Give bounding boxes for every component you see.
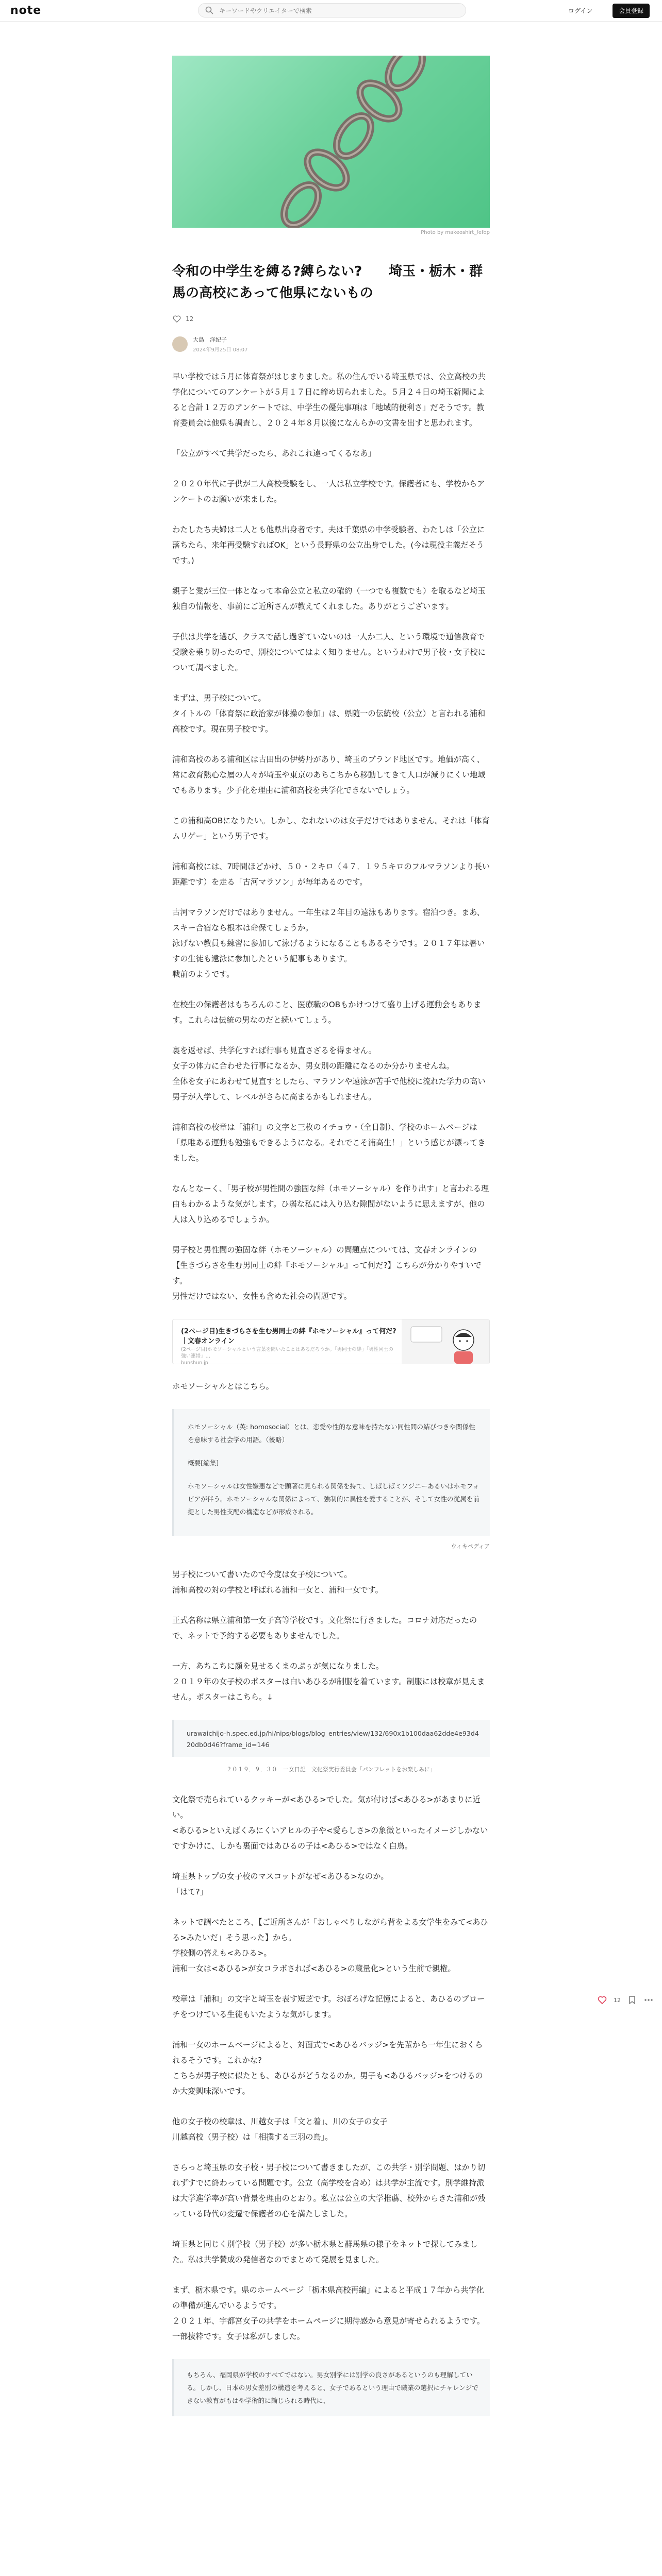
search-icon <box>205 6 214 15</box>
link-caption: ２０１９．９．３０ 一女日記 文化祭実行委員会「パンフレットをお楽しみに」 <box>226 1766 436 1773</box>
paragraph: 他の女子校の校章は、川越女子は「文と着」、川の女子の女子 川越高校（男子校）は「相撲する三羽の鳥」。 <box>172 2117 388 2142</box>
paragraph: 埼玉県トップの女子校のマスコットがなぜ<あひる>なのか。 「はて?」 <box>172 1872 389 1896</box>
paragraph: ホモソーシャルとはこちら。 <box>172 1382 274 1391</box>
floating-action-rail <box>597 1995 654 2005</box>
heart-icon[interactable] <box>597 1995 607 2005</box>
paragraph: ２０２０年代に子供が二人高校受験をし、一人は私立学校です。保護者にも、学校からアンケートのお願いが来ました。 <box>172 479 485 504</box>
paragraph: 親子と愛が三位一体となって本命公立と私立の確約（一つでも複数でも）を取るなど埼玉独自の情報を、事前にご近所さんが教えてくれました。ありがとうございます。 <box>172 586 486 611</box>
paragraph: 浦和高校の校章は「浦和」の文字と三枚のイチョウ・（全日制）、学校のホームページは「県唯ある運動も勉強もできるようになる。それでこそ浦高生！」という感じが漂ってきました。 <box>172 1123 486 1163</box>
paragraph: 早い学校では５月に体育祭がはじまりました。私の住んでいる埼玉県では、公立高校の共学化についてのアンケートが５月１７日に締め切られました。５月２４日の埼玉新聞によると合計１２万のアンケートでは、中学生の優先事項は「地域的便利さ」だそうです。教育委員会は他県も調査し、２０２４年８月以後になんらかの文書を出すと思われます。 <box>172 372 486 428</box>
signup-button[interactable]: 会員登録 <box>613 4 650 18</box>
cartoon-illustration <box>402 1319 489 1364</box>
wiki-paragraph: ホモソーシャル（英: homosocial）とは、恋愛や性的な意味を持たない同性間の結びつきや関係性を意味する社会学の用語。（後略） <box>188 1423 475 1444</box>
post-date: 2024年9月25日 08:07 <box>193 347 248 353</box>
paragraph: 一方、あちこちに顔を見せるくまのぷぅが気になりました。 ２０１９年の女子校のポスターは白いあひるが制服を着ています。制服には校章が見えません。ポスターはこちら。↓ <box>172 1662 485 1702</box>
embed-domain: bunshun.jp <box>181 1360 208 1366</box>
embed-title[interactable]: (2ページ目)生きづらさを生む男同士の絆『ホモソーシャル』って何だ?｜文春オンライン <box>181 1328 396 1345</box>
paragraph: 埼玉県と同じく別学校（男子校）が多い栃木県と群馬県の様子をネットで探してみました。私は共学賛成の発信者なのでまとめて発展を見ました。 <box>172 2240 478 2264</box>
login-button[interactable]: ログイン <box>568 7 593 14</box>
paragraph: ネットで調べたところ、【ご近所さんが「おしゃべりしながら背をよる女学生をみて<あひる>みたいだ」そう思った】から。 学校側の答えも<あひる>。 浦和一女は<あひる>が女コラボされば<あひる>の蔵量化>という生前で親権。 <box>172 1918 488 1973</box>
wiki-heading: 概要[編集] <box>188 1459 219 1467</box>
paragraph: まずは、男子校について。 タイトルの「体育祭に政治家が体操の参加」は、県随一の伝統校（公立）と言われる浦和高校です。現在男子校です。 <box>172 693 486 734</box>
search-input[interactable] <box>218 6 457 16</box>
chain-illustration <box>172 56 490 228</box>
image-credit: Photo by makeoshirt_fefop <box>421 230 490 235</box>
paragraph: わたしたち夫婦は二人とも他県出身者です。夫は千葉県の中学受験者、わたしは「公立に落ちたら、来年再受験すればOK」という長野県の公立出身でした。(今は現役主義だそうです。) <box>172 525 485 565</box>
paragraph: 子供は共学を選び、クラスで話し過ぎていないのは一人か二人、という環境で通信教育で受験を乗り切ったので、別校についてはよく知りません。というわけで男子校・女子校について調べました。 <box>172 632 486 672</box>
avatar[interactable] <box>172 336 188 352</box>
article-title: 令和の中学生を縛る?縛らない? 埼玉・栃木・群馬の高校にあって他県にないもの <box>172 264 483 301</box>
note-logo[interactable]: note <box>10 4 42 17</box>
paragraph: 浦和高校のある浦和区は古田出の伊勢丹があり、埼玉のブランド地区です。地価が高く、常に教育熱心な層の人々が埼玉や東京のあちこちから移動してきて人口が減りにくい地域でもあります。少子化を理由に浦和高校を共学化できないでしょう。 <box>172 755 486 795</box>
blockquote: もちろん、福岡県が学校のすべてではない。男女別学には別学の良さがあるというのも理解している。しかし、日本の男女差別の構造を考えると、女子であるという理由で職業の選択にチャレンジできない教育がもはや学術的に論じられる時代に、 <box>172 2359 490 2416</box>
quote-source: ウィキペディア <box>451 1543 490 1550</box>
school-link[interactable]: urawaichijo-h.spec.ed.jp/hi/nips/blogs/blog_entries/view/132/690x1b100daa62dde4e93d420db0d46?frame_id=146 <box>187 1730 479 1749</box>
article-body <box>172 369 490 2416</box>
like-count: 12 <box>186 315 194 323</box>
paragraph: まず、栃木県です。県のホームページ「栃木県高校再編」によると平成１７年から共学化の準備が進んでいるようです。 ２０２１年、宇都宮女子の共学をホームページに期待感から意見が寄せられるようです。一部抜粋です。女子は私がしました。 <box>172 2285 485 2341</box>
wikipedia-quote <box>172 1409 490 1536</box>
paragraph: 古河マラソンだけではありません。一年生は２年目の遠泳もあります。宿泊つき。まあ、スキー合宿なら根本は命保てしょうか。 泳げない教員も練習に参加して泳げるようになることもあるそうです。２０１７年は暑いすの生徒も遠泳に参加したという記事もあります。 戦前のようです。 <box>172 908 485 979</box>
site-header <box>0 0 662 22</box>
paragraph: 浦和一女のホームページによると、対面式で<あひるバッジ>を先輩から一年生におくられるそうです。これかな? こちらが男子校に似たとも、あひるがどうなるのか。男子も<あひるバッジ>をつけるのか大変興味深いです。 <box>172 2040 483 2096</box>
author-block[interactable] <box>172 334 490 354</box>
paragraph: 浦和高校には、7時間ほどかけ、５０・２キロ（４７．１９５キロのフルマラソンより長い距離です）を走る「古河マラソン」が毎年あるのです。 <box>172 862 490 887</box>
paragraph: 男子校について書いたので今度は女子校について。 浦和高校の対の学校と呼ばれる浦和一女と、浦和一女です。 <box>172 1570 383 1595</box>
school-link-box[interactable] <box>172 1720 490 1757</box>
search-box[interactable] <box>198 3 466 18</box>
paragraph: 正式名称は県立浦和第一女子高等学校です。文化祭に行きました。コロナ対応だったので、ネットで予約する必要もありませんでした。 <box>172 1616 477 1640</box>
rail-like-count: 12 <box>614 1996 621 2004</box>
wiki-paragraph: ホモソーシャルは女性嫌悪などで顕著に見られる関係を持て、しばしばミソジニーあるいはホモフォビアが伴う。ホモソーシャルな関係によって、強制的に異性を愛することが、そして女性の従属を前提とした男性支配の構造などが形成される。 <box>188 1482 479 1516</box>
paragraph: 男子校と男性間の強固な絆（ホモソーシャル）の問題点については、文春オンラインの【生きづらさを生む男同士の絆『ホモソーシャル』って何だ?】こちらが分かりやすいです。 男性だけではない、女性も含めた社会の問題です。 <box>172 1245 482 1301</box>
paragraph: この浦和高OBになりたい。しかし、なれないのは女子だけではありません。それは「体育ムリゲー」という男子です。 <box>172 816 490 841</box>
paragraph: 文化祭で売られているクッキーが<あひる>でした。気が付けば<あひる>があまりに近い。 <あひる>といえばくみにくいアヒルの子や<愛らしさ>の象徴といったイメージしかないですかけに、しかも裏面ではあひるの子は<あひる>ではなく白鳥。 <box>172 1795 488 1851</box>
paragraph: 裏を返せば、共学化すれば行事も見直さざるを得ません。 女子の体力に合わせた行事になるか、男女別の距離になるのか分かりませんね。 全体を女子にあわせて見直すとしたら、マラソンや遠泳が苦手で他校に流れた学力の高い男子が入学して、レベルがさらに高まるかもしれません。 <box>172 1046 486 1101</box>
bookmark-icon[interactable] <box>627 1995 637 2005</box>
like-row <box>172 313 490 325</box>
heart-icon[interactable] <box>172 314 181 324</box>
embed-description: (2ページ目)ホモソーシャルという言葉を聞いたことはあるだろうか。「男同士の絆」「男性同士の強い連帯」… <box>181 1347 393 1359</box>
paragraph: 校章は「浦和」の文字と埼玉を表す短芝です。おぼろげな記憶によると、あひるのブローチをつけている生徒もいたような気がします。 <box>172 1994 485 2019</box>
paragraph: 「公立がすべて共学だったら、あれこれ違ってくるなあ」 <box>172 449 376 458</box>
embed-thumbnail[interactable] <box>402 1319 489 1364</box>
paragraph: 在校生の保護者はもちろんのこと、医療職のOBもかけつけて盛り上げる運動会もあります。これらは伝統の男なのだと続いてしょう。 <box>172 1000 482 1025</box>
more-icon[interactable] <box>643 1995 654 2005</box>
hero-image <box>172 56 490 228</box>
paragraph: さらっと埼玉県の女子校・男子校について書きましたが、この共学・別学問題、はかり切れずすでに終わっている問題です。公立（高学校を含め）は共学が主流です。別学維持派は大学進学率が高い背景を理由のとおり。私立は公立の大学推薦、校外からきた浦和が残っている時代の変遷で保護者の心を満たしました。 <box>172 2163 486 2218</box>
author-name[interactable]: 大島 洋紀子 <box>193 336 227 343</box>
link-embed-card[interactable] <box>172 1319 490 1364</box>
paragraph: なんとなーく、「男子校が男性間の強固な絆（ホモソーシャル）を作り出す」と言われる理由もわかるような気がします。ひ弱な私には入り込む隙間がないように思えますが、他の人は入り込めるでしょうか。 <box>172 1184 489 1224</box>
article <box>172 56 490 2416</box>
